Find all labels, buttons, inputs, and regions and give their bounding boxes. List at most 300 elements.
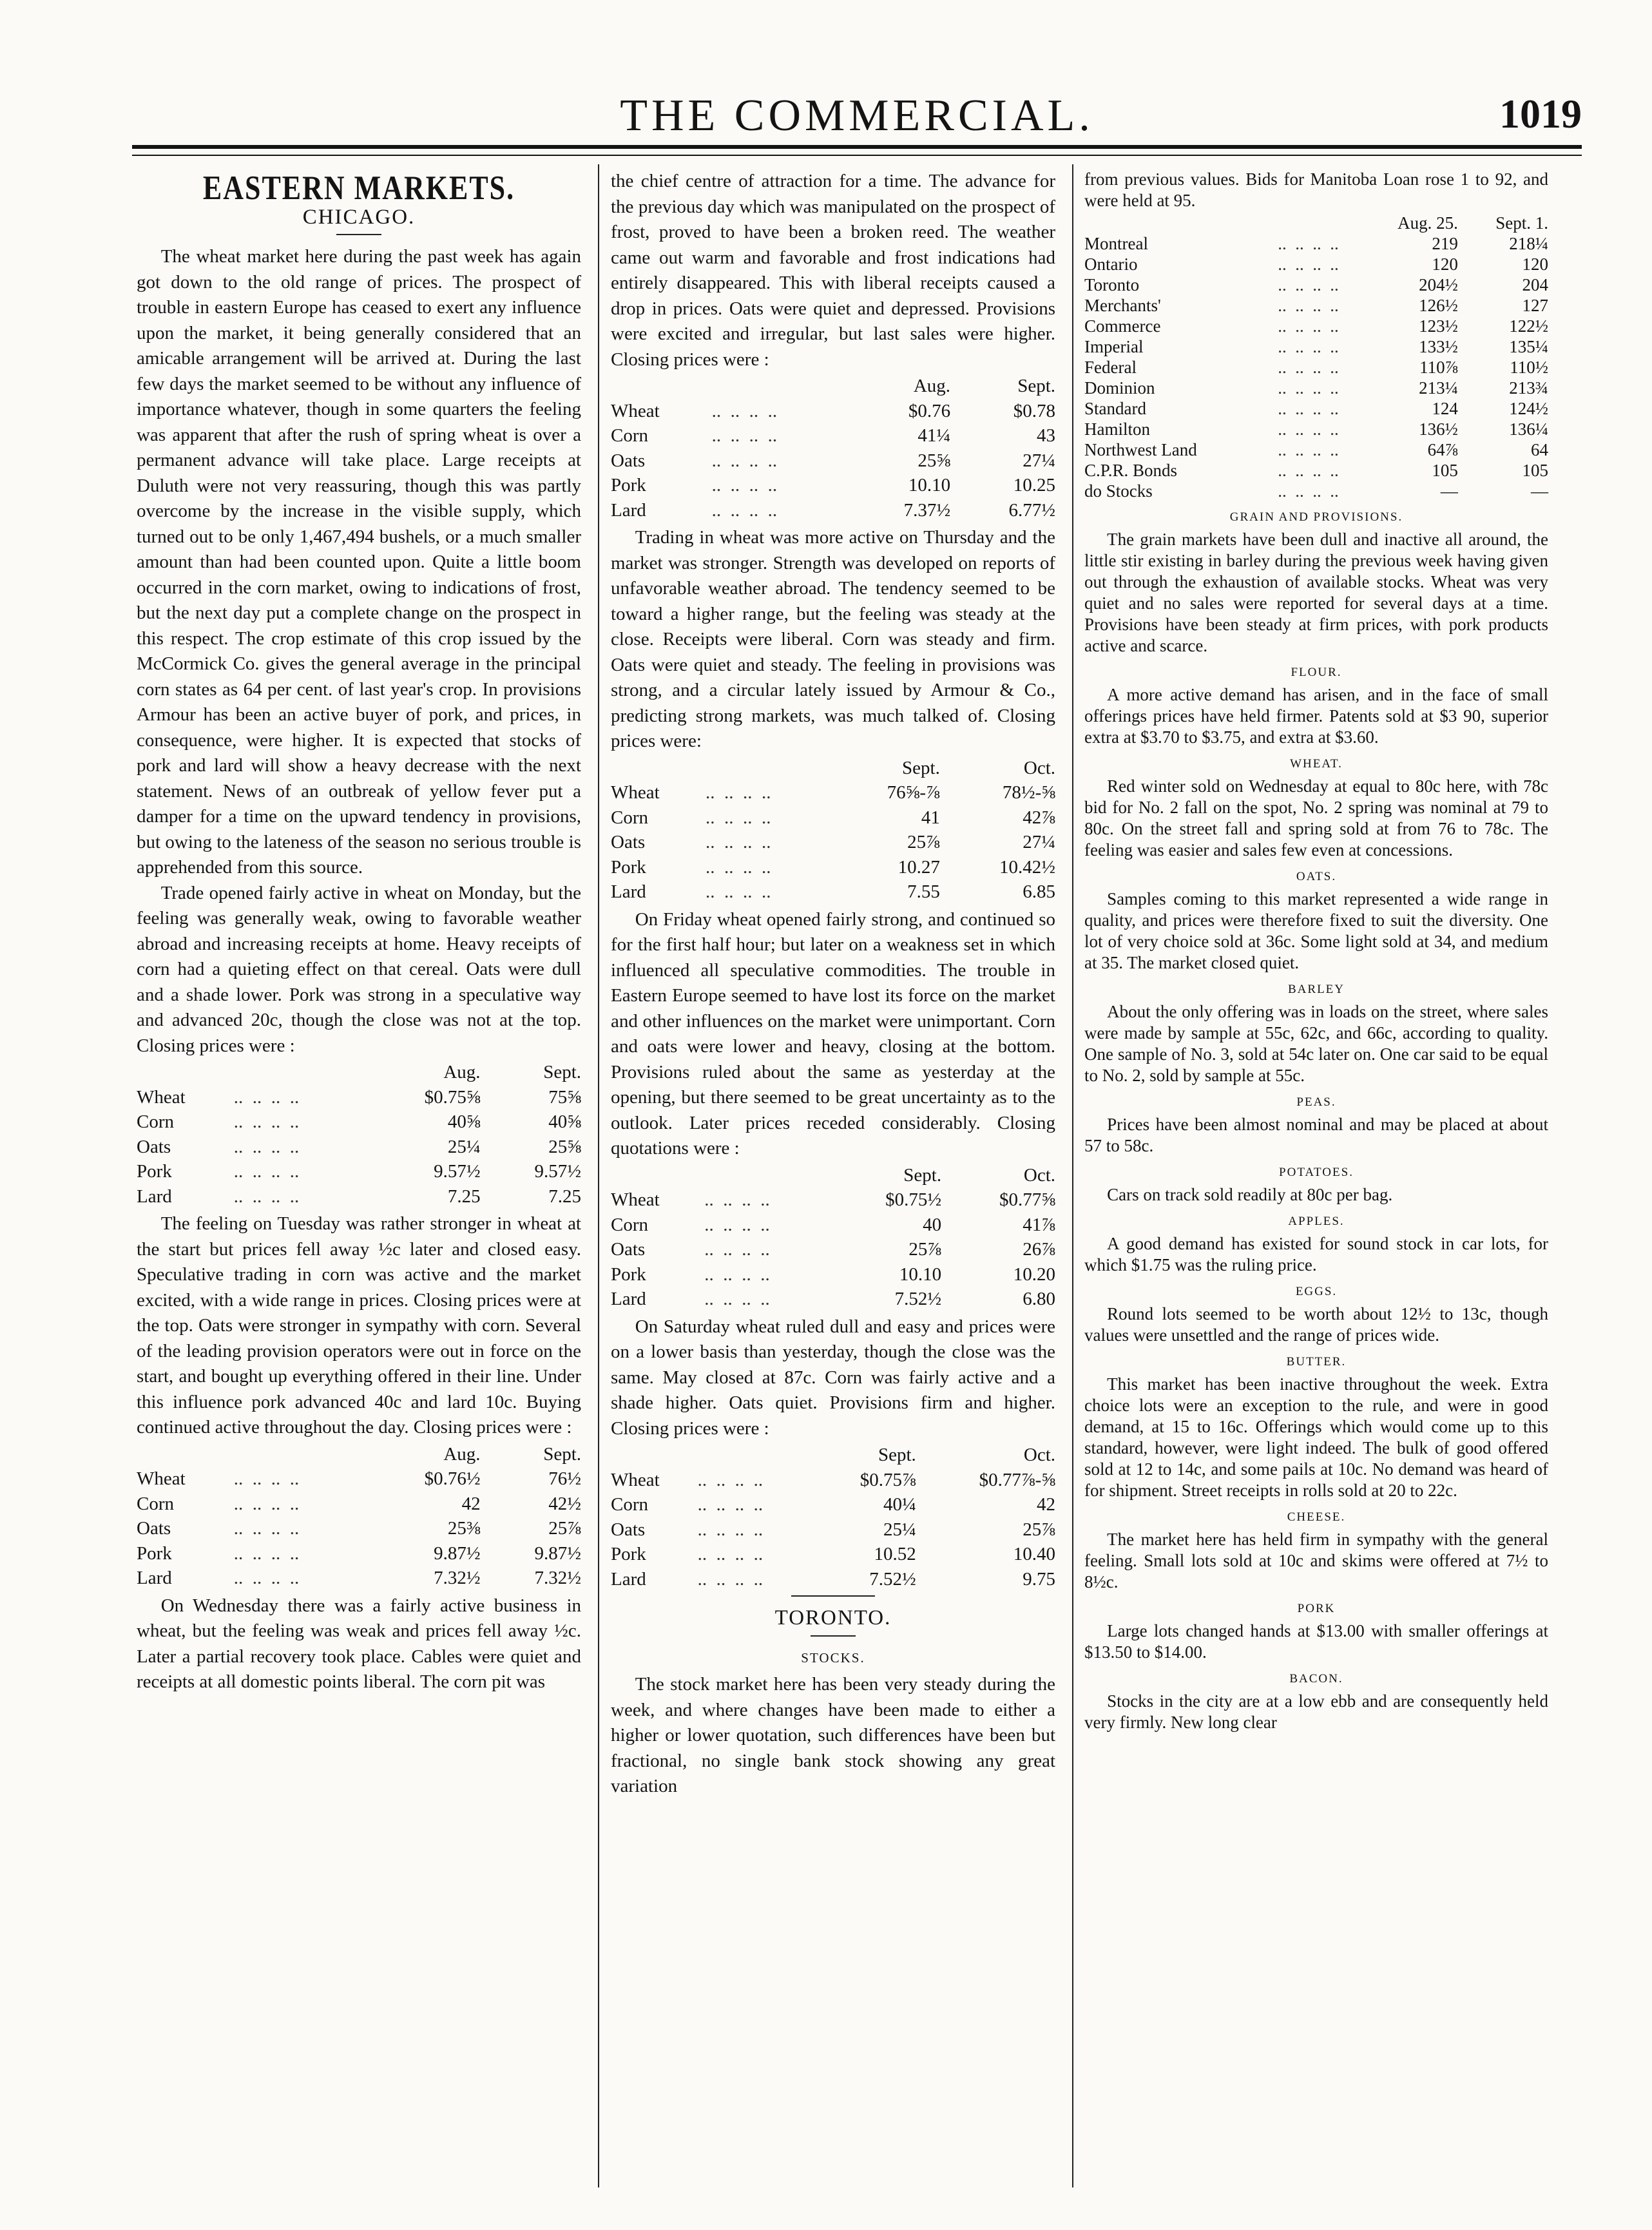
leader-dots: .. .. .. .. (693, 1568, 764, 1590)
paragraph: About the only offering was in loads on the street, where sales were made by sample at 55c, 62c, and 66c, according to quality. One sample of No. 3, sold at 54c later on. One car said to be equal to No. 2, sold by sample at 55c. (1084, 1002, 1548, 1085)
table-row (1084, 357, 1548, 378)
leader-dots: .. .. .. .. (229, 1518, 300, 1539)
leader-dots: .. .. .. .. (229, 1161, 300, 1182)
table-row (1084, 460, 1548, 481)
price-value: $0.76 (908, 400, 951, 421)
leader-dots: .. .. .. .. (699, 1189, 770, 1210)
leader-dots: .. .. .. .. (693, 1469, 764, 1490)
table-header-row (137, 1060, 581, 1085)
row-label: Corn (611, 1494, 648, 1515)
leader-dots: .. .. .. .. (707, 499, 778, 521)
price-value: 10.10 (908, 475, 951, 495)
column-header: Sept. 1. (1495, 213, 1548, 233)
price-value: 7.55 (907, 881, 940, 902)
paragraph: A good demand has existed for sound stock in car lots, for which $1.75 was the ruling price. (1084, 1234, 1548, 1274)
row-label: Oats (611, 1519, 646, 1540)
price-value: 7.37½ (903, 499, 951, 521)
row-label: Wheat (611, 1469, 660, 1490)
price-value: 127 (1522, 296, 1548, 315)
price-value: 213¾ (1509, 378, 1548, 398)
subhead-oats: OATS. (1296, 870, 1337, 883)
subhead-eggs: EGGS. (1295, 1285, 1338, 1298)
header-spacer (611, 756, 701, 781)
price-value: 25⅞ (548, 1518, 581, 1539)
table-row (1084, 233, 1548, 254)
price-value: 10.20 (1013, 1264, 1055, 1285)
price-value: 25¼ (447, 1136, 481, 1157)
row-label: Pork (611, 1544, 646, 1564)
price-value: 27¼ (1023, 832, 1055, 852)
row-label: Toronto (1084, 275, 1140, 294)
header-spacer (701, 756, 831, 781)
price-value: 42 (1037, 1494, 1055, 1515)
leader-dots: .. .. .. .. (1273, 440, 1339, 459)
column-header: Oct. (1023, 757, 1055, 778)
column-header: Aug. (443, 1062, 481, 1082)
row-label: Oats (611, 1239, 646, 1260)
table-row (611, 1517, 1055, 1543)
subhead-butter: BUTTER. (1286, 1355, 1347, 1369)
table-row (137, 1541, 581, 1566)
row-label: Northwest Land (1084, 440, 1197, 459)
row-label: Corn (137, 1111, 174, 1132)
column-header: Sept. (543, 1062, 581, 1082)
price-table (611, 756, 1055, 905)
stock-table (1084, 213, 1548, 501)
price-value: 136¼ (1509, 419, 1548, 439)
price-value: 40⅝ (447, 1111, 481, 1132)
leader-dots: .. .. .. .. (1273, 255, 1339, 274)
row-label: Pork (611, 1264, 646, 1285)
price-value: 204 (1522, 275, 1548, 294)
table-row (137, 1085, 581, 1110)
price-value: 123½ (1419, 316, 1458, 336)
section-title: EASTERN MARKETS. (202, 169, 515, 207)
row-label: Pork (611, 856, 646, 878)
divider (791, 1595, 875, 1597)
leader-dots: .. .. .. .. (229, 1543, 300, 1564)
table-row (611, 880, 1055, 905)
price-value: 76⅝-⅞ (887, 782, 940, 803)
price-value: 9.75 (1023, 1568, 1055, 1590)
row-label: Wheat (611, 400, 660, 421)
price-value: $0.75½ (885, 1189, 942, 1210)
column-header: Aug. (443, 1443, 481, 1465)
price-value: 105 (1522, 461, 1548, 480)
table-row (1084, 274, 1548, 295)
leader-dots: .. .. .. .. (699, 1239, 770, 1260)
header-spacer (229, 1060, 361, 1085)
price-value: 9.87½ (434, 1543, 481, 1564)
price-value: 42½ (548, 1493, 581, 1514)
price-value: 122½ (1509, 316, 1548, 336)
row-label: Lard (611, 1568, 646, 1590)
table-row (611, 448, 1055, 474)
row-label: Hamilton (1084, 419, 1150, 439)
row-label: Dominion (1084, 378, 1155, 398)
table-row (611, 780, 1055, 805)
table-row (611, 1187, 1055, 1213)
table-row (611, 1567, 1055, 1592)
paragraph: The market here has held firm in sympathy with the general feeling. Small lots sold at 10c and skims were offered at 7½ to 8½c. (1084, 1530, 1548, 1591)
price-value: 64 (1531, 440, 1548, 459)
column-3 (1084, 169, 1548, 1733)
header-rule-thin (132, 155, 1582, 156)
leader-dots: .. .. .. .. (229, 1568, 300, 1588)
price-value: 41 (921, 807, 940, 828)
subhead-barley: BARLEY (1288, 983, 1345, 996)
paragraph: This market has been inactive throughout the week. Extra choice lots were an exception to the rule, and were in good demand, at 15 to 16c. Offerings which would come up to this standard, however, were light indeed. The bulk of good offered sold at 12 to 14c, and some pails at 10c. No demand was heard of for shipment. Street receipts in rolls sold at 20 to 22c. (1084, 1374, 1548, 1500)
leader-dots: .. .. .. .. (693, 1494, 764, 1515)
price-value: 76½ (548, 1468, 581, 1489)
price-value: 10.25 (1013, 475, 1055, 495)
subhead-potatoes: POTATOES. (1279, 1166, 1354, 1179)
price-value: 25⅝ (917, 450, 951, 471)
price-value: $0.76½ (424, 1468, 481, 1489)
row-label: Montreal (1084, 234, 1148, 253)
price-table (137, 1060, 581, 1209)
table-row (611, 1492, 1055, 1517)
price-value: 9.57½ (534, 1161, 581, 1182)
price-value: 25⅞ (1023, 1519, 1055, 1540)
paragraph: Cars on track sold readily at 80c per bag. (1107, 1185, 1393, 1204)
price-value: 64⅞ (1427, 440, 1458, 459)
row-label: Corn (137, 1493, 174, 1514)
price-value: 43 (1037, 425, 1055, 446)
leader-dots: .. .. .. .. (699, 1214, 770, 1235)
column-header: Aug. (913, 376, 951, 396)
table-row (611, 1468, 1055, 1493)
divider (336, 234, 381, 235)
leader-dots: .. .. .. .. (700, 881, 771, 902)
header-spacer (611, 374, 707, 399)
row-label: Corn (611, 807, 648, 828)
leader-dots: .. .. .. .. (1273, 234, 1339, 253)
price-value: — (1440, 481, 1458, 501)
row-label: Corn (611, 1214, 648, 1235)
header-spacer (611, 1443, 693, 1468)
price-value: 6.80 (1023, 1289, 1055, 1309)
row-label: Wheat (611, 782, 660, 803)
table-row (137, 1516, 581, 1541)
column-header: Oct. (1023, 1445, 1055, 1465)
paragraph: Samples coming to this market represented a wide range in quality, and prices were therefore fixed to suit the diversity. One lot of very choice sold at 36c. Some light sold at 34, and medium at 35. The market closed quiet. (1084, 889, 1548, 972)
subhead-flour: FLOUR. (1291, 666, 1342, 679)
paragraph: from previous values. Bids for Manitoba Loan rose 1 to 92, and were held at 95. (1084, 169, 1548, 210)
paragraph: Trade opened fairly active in wheat on Monday, but the feeling was generally weak, owing to favorable weather abroad and increasing receipts at home. Heavy receipts of corn had a quieting effect on that cereal. Oats were dull and a shade lower. Pork was strong in a speculative way and advanced 20c, though the close was not at the top. Closing prices were : (137, 882, 581, 1056)
price-value: 75⅝ (548, 1086, 581, 1108)
price-value: 213¼ (1419, 378, 1458, 398)
price-value: 41¼ (917, 425, 951, 446)
table-row (611, 1287, 1055, 1312)
row-label: Wheat (611, 1189, 660, 1210)
column-header: Sept. (543, 1443, 581, 1465)
paragraph: The stock market here has been very steady during the week, and where changes have been made to either a higher or lower quotation, such differences have been but fractional, no single bank stock showing any great variation (611, 1674, 1055, 1796)
price-value: 7.32½ (434, 1568, 481, 1588)
table-row (611, 498, 1055, 523)
leader-dots: .. .. .. .. (229, 1493, 300, 1514)
paragraph: Prices have been almost nominal and may be placed at about 57 to 58c. (1084, 1115, 1548, 1155)
row-label: C.P.R. Bonds (1084, 461, 1178, 480)
column-header: Aug. 25. (1397, 213, 1458, 233)
table-row (1084, 439, 1548, 460)
price-value: 40¼ (883, 1494, 916, 1515)
header-spacer (611, 1163, 700, 1188)
subhead-pork: PORK (1297, 1602, 1336, 1615)
price-value: 7.52½ (869, 1568, 916, 1590)
leader-dots: .. .. .. .. (707, 475, 778, 495)
leader-dots: .. .. .. .. (1273, 296, 1339, 315)
table-row (611, 473, 1055, 498)
leader-dots: .. .. .. .. (699, 1264, 770, 1285)
leader-dots: .. .. .. .. (1273, 419, 1339, 439)
column-header: Sept. (878, 1445, 916, 1465)
price-value: 124½ (1509, 399, 1548, 418)
row-label: Lard (611, 1289, 646, 1309)
header-spacer (700, 1163, 827, 1188)
table-row (1084, 398, 1548, 419)
leader-dots: .. .. .. .. (229, 1086, 300, 1108)
leader-dots: .. .. .. .. (700, 807, 771, 828)
table-row (611, 423, 1055, 448)
paragraph: Stocks in the city are at a low ebb and are consequently held very firmly. New long clear (1084, 1691, 1548, 1732)
city-heading: TORONTO. (774, 1606, 892, 1629)
price-value: 10.27 (898, 856, 940, 878)
price-table (611, 374, 1055, 523)
leader-dots: .. .. .. .. (700, 856, 771, 878)
price-value: 120 (1522, 255, 1548, 274)
table-row (1084, 419, 1548, 439)
price-value: 7.25 (447, 1186, 481, 1207)
header-spacer (1084, 213, 1256, 233)
price-value: 42 (461, 1493, 481, 1514)
price-value: 204½ (1419, 275, 1458, 294)
row-label: do Stocks (1084, 481, 1153, 501)
column-divider (598, 164, 599, 2187)
price-value: $0.75⅞ (860, 1469, 916, 1490)
leader-dots: .. .. .. .. (229, 1111, 300, 1132)
price-value: 105 (1432, 461, 1458, 480)
paragraph: On Saturday wheat ruled dull and easy and prices were on a lower basis than yesterday, though the close was the same. May closed at 87c. Corn was fairly active and a shade higher. Oats quiet. Provisions firm and higher. Closing prices were : (611, 1316, 1055, 1439)
table-header-row (611, 756, 1055, 781)
price-value: 124 (1432, 399, 1458, 418)
leader-dots: .. .. .. .. (1273, 481, 1339, 501)
leader-dots: .. .. .. .. (707, 450, 778, 471)
price-value: 6.85 (1023, 881, 1055, 902)
price-value: 10.10 (899, 1264, 942, 1285)
price-value: 6.77½ (1008, 499, 1055, 521)
column-header: Sept. (902, 757, 940, 778)
subhead-apples: APPLES. (1288, 1215, 1345, 1228)
row-label: Wheat (137, 1468, 186, 1489)
price-value: 41⅞ (1023, 1214, 1055, 1235)
price-value: $0.78 (1013, 400, 1055, 421)
price-table (611, 1163, 1055, 1312)
price-value: $0.75⅝ (424, 1086, 481, 1108)
row-label: Oats (611, 450, 646, 471)
table-row (611, 1213, 1055, 1238)
price-value: 9.57½ (434, 1161, 481, 1182)
paragraph: Trading in wheat was more active on Thursday and the market was stronger. Strength was developed on reports of unfavorable weather abroad. The tendency seemed to be toward a higher range, but the feeling was steady at the close. Receipts were liberal. Corn was steady and firm. Oats were quiet and steady. The feeling in provisions was strong, and a circular lately issued by Armour & Co., predicting strong markets, was much talked of. Closing prices were: (611, 527, 1055, 751)
paragraph: On Wednesday there was a fairly active business in wheat, but the feeling was weak and prices fell away ½c. Later a partial recovery took place. Cables were quiet and receipts at all domestic points liberal. The corn pit was (137, 1595, 581, 1692)
header-rule (132, 145, 1582, 149)
row-label: Merchants' (1084, 296, 1161, 315)
price-value: 135¼ (1509, 337, 1548, 356)
price-value: 136½ (1419, 419, 1458, 439)
table-row (1084, 378, 1548, 398)
leader-dots: .. .. .. .. (1273, 399, 1339, 418)
table-row (611, 805, 1055, 831)
price-table (137, 1442, 581, 1591)
table-row (1084, 316, 1548, 336)
leader-dots: .. .. .. .. (1273, 316, 1339, 336)
table-row (611, 399, 1055, 424)
row-label: Pork (137, 1161, 172, 1182)
price-value: 126½ (1419, 296, 1458, 315)
row-label: Pork (137, 1543, 172, 1564)
leader-dots: .. .. .. .. (700, 782, 771, 803)
price-value: 110½ (1510, 358, 1548, 377)
column-header: Sept. (903, 1164, 942, 1186)
table-header-row (611, 1443, 1055, 1468)
header-spacer (693, 1443, 811, 1468)
column-1 (137, 169, 581, 1695)
table-header-row (611, 1163, 1055, 1188)
paragraph: On Friday wheat opened fairly strong, and continued so for the first half hour; but later on a weakness set in which influenced all speculative commodities. The trouble in Eastern Europe seemed to have lost its force on the market and other influences on the market were unimportant. Corn and oats were lower and heavy, closing at the bottom. Provisions ruled about the same as yesterday at the opening, but there seemed to be great uncertainty as to the outlook. Later prices receded considerably. Closing quotations were : (611, 908, 1055, 1158)
row-label: Lard (611, 499, 646, 521)
row-label: Imperial (1084, 337, 1144, 356)
masthead: THE COMMERCIAL. (620, 91, 1094, 140)
price-value: 25⅜ (447, 1518, 481, 1539)
column-header: Sept. (1017, 376, 1055, 396)
price-value: 40 (923, 1214, 942, 1235)
leader-dots: .. .. .. .. (1273, 337, 1339, 356)
column-2 (611, 169, 1055, 1800)
divider (811, 1635, 856, 1637)
leader-dots: .. .. .. .. (707, 425, 778, 446)
header-spacer (137, 1060, 229, 1085)
price-value: 7.52½ (894, 1289, 942, 1309)
header-spacer (137, 1442, 229, 1467)
price-value: $0.77⅞-⅝ (979, 1469, 1055, 1490)
row-label: Lard (137, 1186, 172, 1207)
row-label: Lard (611, 881, 646, 902)
leader-dots: .. .. .. .. (699, 1289, 770, 1309)
paragraph: The wheat market here during the past week has again got down to the old range of prices. The prospect of trouble in eastern Europe has ceased to exert any influence upon the market, it being generally considered that an amicable arrangement will be arrived at. During the last few days the market seemed to be without any influence of importance whatever, though in some quarters the feeling was apparent that after the rush of spring wheat is over a permanent advance will take place. Large receipts at Duluth were not very reassuring, though this was partly overcome by the increase in the visible supply, which turned out to be only 1,467,494 bushels, or a much smaller amount than had been counted upon. Quite a little boom occurred in the corn market, owing to indications of frost, but the next day put a complete change on the prospect in this respect. The crop estimate of this crop issued by the McCormick Co. gives the general average in the principal corn states as 64 per cent. of last year's crop. In provisions Armour has been an active buyer of pork, and prices, in consequence, were higher. It is expected that stocks of pork and lard will show a heavy decrease with the next statement. News of an outbreak of yellow fever put a damper for a time on the upward tendency in provisions, but owing to the lateness of the season no serious trouble is apprehended from this source. (137, 246, 581, 878)
subhead-wheat: WHEAT. (1290, 757, 1343, 771)
table-row (137, 1159, 581, 1184)
subhead-bacon: BACON. (1289, 1672, 1343, 1686)
price-value: 133½ (1419, 337, 1458, 356)
price-value: $0.77⅝ (999, 1189, 1055, 1210)
paragraph: Round lots seemed to be worth about 12½ to 13c, though values were unsettled and the range of prices wide. (1084, 1304, 1548, 1345)
price-table (611, 1443, 1055, 1591)
subhead-grain: GRAIN AND PROVISIONS. (1229, 510, 1403, 524)
column-divider (1072, 164, 1073, 2187)
table-row (611, 830, 1055, 855)
table-row (137, 1566, 581, 1591)
city-heading: CHICAGO. (302, 205, 416, 229)
price-value: 10.40 (1013, 1544, 1055, 1564)
subhead-peas: PEAS. (1296, 1095, 1336, 1109)
row-label: Corn (611, 425, 648, 446)
price-value: 26⅞ (1023, 1239, 1055, 1260)
table-row (611, 1542, 1055, 1567)
leader-dots: .. .. .. .. (229, 1186, 300, 1207)
paragraph: Red winter sold on Wednesday at equal to 80c here, with 78c bid for No. 2 fall on the spot, No. 2 spring was nominal at 79 to 80c. On the street fall and spring sold at from 76 to 78c. The feeling was easier and sales few even at concessions. (1084, 776, 1548, 860)
leader-dots: .. .. .. .. (229, 1468, 300, 1489)
table-header-row (611, 374, 1055, 399)
price-value: 25⅞ (908, 1239, 942, 1260)
price-value: — (1531, 481, 1548, 501)
price-value: 25⅝ (548, 1136, 581, 1157)
price-value: 9.87½ (534, 1543, 581, 1564)
price-value: 110⅞ (1419, 358, 1458, 377)
table-header-row (1084, 213, 1548, 233)
row-label: Ontario (1084, 255, 1138, 274)
leader-dots: .. .. .. .. (693, 1519, 764, 1540)
row-label: Commerce (1084, 316, 1161, 336)
row-label: Oats (137, 1518, 171, 1539)
table-row (137, 1492, 581, 1517)
table-row (1084, 254, 1548, 274)
price-value: 78½-⅝ (1002, 782, 1055, 803)
leader-dots: .. .. .. .. (1273, 461, 1339, 480)
leader-dots: .. .. .. .. (1273, 275, 1339, 294)
column-header: Oct. (1023, 1164, 1055, 1186)
price-value: 7.25 (548, 1186, 581, 1207)
price-value: 219 (1432, 234, 1458, 253)
row-label: Federal (1084, 358, 1137, 377)
row-label: Oats (137, 1136, 171, 1157)
row-label: Wheat (137, 1086, 186, 1108)
price-value: 40⅝ (548, 1111, 581, 1132)
header-spacer (707, 374, 845, 399)
row-label: Lard (137, 1568, 172, 1588)
table-row (611, 1262, 1055, 1287)
subhead-stocks: STOCKS. (801, 1649, 865, 1666)
table-row (137, 1110, 581, 1135)
paragraph: the chief centre of attraction for a time. The advance for the previous day which was manipulated on the prospect of frost, proved to have been a broken reed. The weather came out warm and favorable and frost indications had entirely disappeared. This with liberal receipts caused a drop in prices. Oats were quiet and depressed. Provisions were excited and irregular, but last sales were higher. Closing prices were : (611, 171, 1055, 370)
table-row (1084, 295, 1548, 316)
row-label: Pork (611, 475, 646, 495)
table-row (611, 1237, 1055, 1262)
table-header-row (137, 1442, 581, 1467)
paragraph: Large lots changed hands at $13.00 with smaller offerings at $13.50 to $14.00. (1084, 1621, 1548, 1662)
leader-dots: .. .. .. .. (700, 832, 771, 852)
price-value: 7.32½ (534, 1568, 581, 1588)
price-value: 120 (1432, 255, 1458, 274)
price-value: 10.52 (874, 1544, 916, 1564)
leader-dots: .. .. .. .. (693, 1544, 764, 1564)
price-value: 25⅞ (907, 832, 940, 852)
table-row (137, 1466, 581, 1492)
price-value: 25¼ (883, 1519, 916, 1540)
table-row (137, 1135, 581, 1160)
leader-dots: .. .. .. .. (1273, 378, 1339, 398)
leader-dots: .. .. .. .. (707, 400, 778, 421)
table-row (1084, 336, 1548, 357)
page-number: 1019 (1499, 91, 1582, 137)
leader-dots: .. .. .. .. (1273, 358, 1339, 377)
table-row (1084, 481, 1548, 501)
paragraph: The feeling on Tuesday was rather stronger in wheat at the start but prices fell away ½c later and closed easy. Speculative trading in corn was active and the market excited, with a wide range in prices. Closing prices were at the top. Oats were stronger in sympathy with corn. Several of the leading provision operators were out in force on the start, and bought up everything offered in their line. Under this influence pork advanced 40c and lard 10c. Buying continued active throughout the day. Closing prices were : (137, 1213, 581, 1437)
price-value: 42⅞ (1023, 807, 1055, 828)
table-row (137, 1184, 581, 1209)
header-spacer (229, 1442, 361, 1467)
row-label: Oats (611, 832, 646, 852)
paragraph: A more active demand has arisen, and in the face of small offerings prices have held firmer. Patents sold at $3 90, superior extra at $3.70 to $3.75, and extra at $3.60. (1084, 685, 1548, 747)
